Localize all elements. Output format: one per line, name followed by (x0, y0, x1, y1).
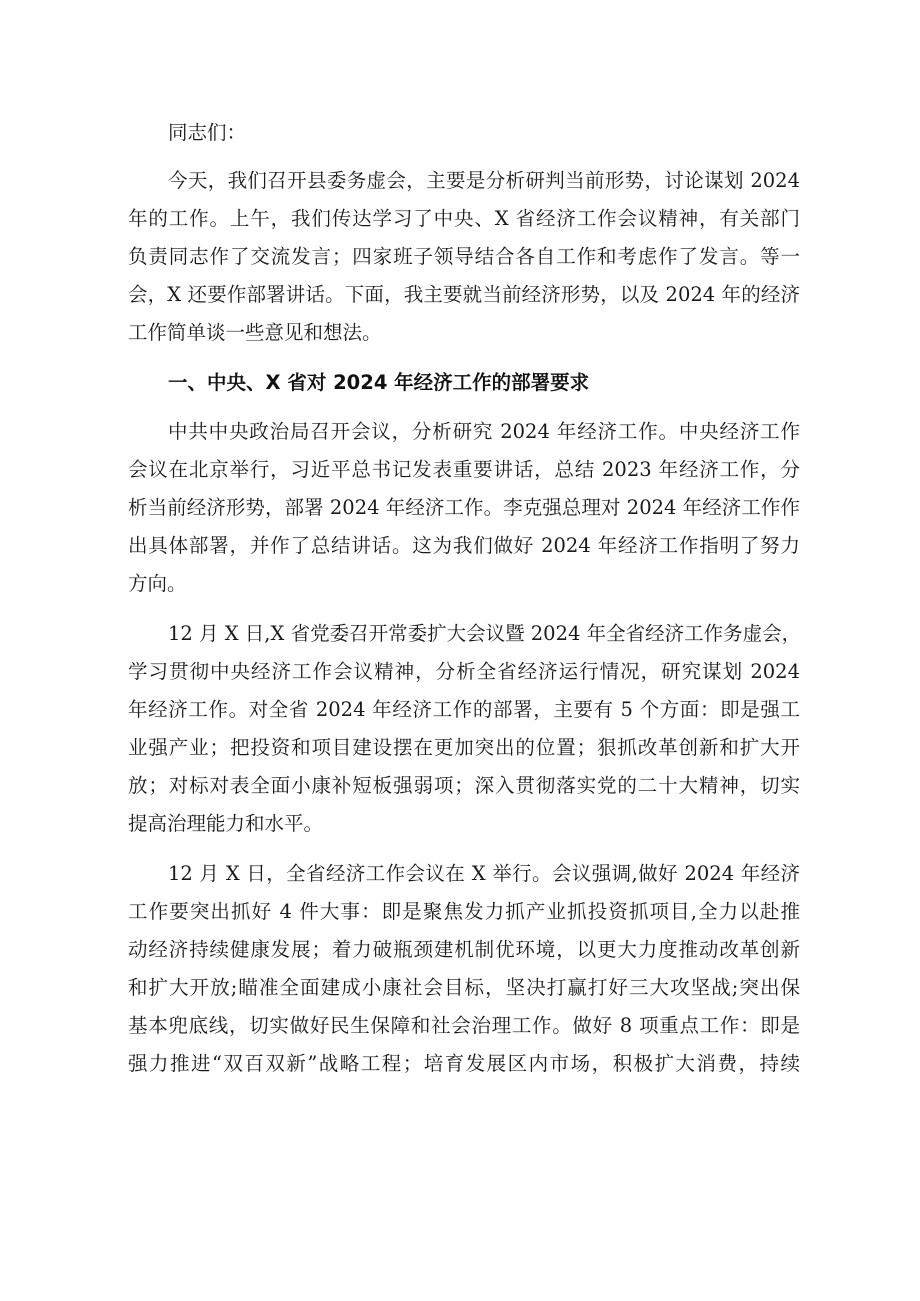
greeting: 同志们： (168, 121, 247, 144)
paragraph-line: 出具体部署，并作了总结讲话。这为我们做好 2024 年经济工作指明了努力 (128, 534, 800, 557)
paragraph-line: 年经济工作。对全省 2024 年经济工作的部署，主要有 5 个方面：即是强工 (128, 698, 800, 721)
paragraph-line: 学习贯彻中央经济工作会议精神，分析全省经济运行情况，研究谋划 2024 (128, 660, 800, 683)
paragraph-intro (128, 162, 800, 352)
paragraph-central (128, 413, 800, 603)
paragraph-line: 方向。 (128, 572, 187, 595)
section-heading: 一、中央、X 省对 2024 年经济工作的部署要求 (168, 371, 590, 394)
paragraph-line: 12 月 X 日，全省经济工作会议在 X 举行。会议强调,做好 2024 年经济 (168, 862, 800, 885)
paragraph-line: 中共中央政治局召开会议，分析研究 2024 年经济工作。中央经济工作 (168, 420, 800, 443)
paragraph-line: 工作要突出抓好 4 件大事：即是聚焦发力抓产业抓投资抓项目,全力以赴推 (128, 900, 800, 923)
paragraph-line: 会议在北京举行，习近平总书记发表重要讲话，总结 2023 年经济工作，分 (128, 458, 800, 481)
paragraph-line: 今天，我们召开县委务虚会，主要是分析研判当前形势，讨论谋划 2024 (168, 169, 800, 192)
document-body (128, 114, 800, 1083)
paragraph-line: 年的工作。上午，我们传达学习了中央、X 省经济工作会议精神，有关部门 (128, 207, 800, 230)
paragraph-province-conference (128, 855, 800, 1083)
paragraph-line: 业强产业；把投资和项目建设摆在更加突出的位置；狠抓改革创新和扩大开 (128, 736, 800, 759)
paragraph-province-standing (128, 615, 800, 843)
paragraph-line: 工作简单谈一些意见和想法。 (128, 321, 382, 344)
paragraph-line: 动经济持续健康发展；着力破瓶颈建机制优环境，以更大力度推动改革创新 (128, 938, 800, 961)
paragraph-line: 放；对标对表全面小康补短板强弱项；深入贯彻落实党的二十大精神，切实 (128, 774, 800, 797)
paragraph-line: 析当前经济形势，部署 2024 年经济工作。李克强总理对 2024 年经济工作作 (128, 496, 800, 519)
paragraph-line: 强力推进“双百双新”战略工程；培育发展区内市场，积极扩大消费，持续 (128, 1052, 800, 1075)
paragraph-line: 提高治理能力和水平。 (128, 812, 324, 835)
paragraph-line: 基本兜底线，切实做好民生保障和社会治理工作。做好 8 项重点工作：即是 (128, 1014, 800, 1037)
paragraph-line: 负责同志作了交流发言；四家班子领导结合各自工作和考虑作了发言。等一 (128, 245, 800, 268)
paragraph-line: 12 月 X 日,X 省党委召开常委扩大会议暨 2024 年全省经济工作务虚会， (168, 622, 802, 645)
paragraph-line: 会，X 还要作部署讲话。下面，我主要就当前经济形势，以及 2024 年的经济 (128, 283, 800, 306)
paragraph-line: 和扩大开放;瞄准全面建成小康社会目标，坚决打赢打好三大攻坚战;突出保 (128, 976, 800, 999)
